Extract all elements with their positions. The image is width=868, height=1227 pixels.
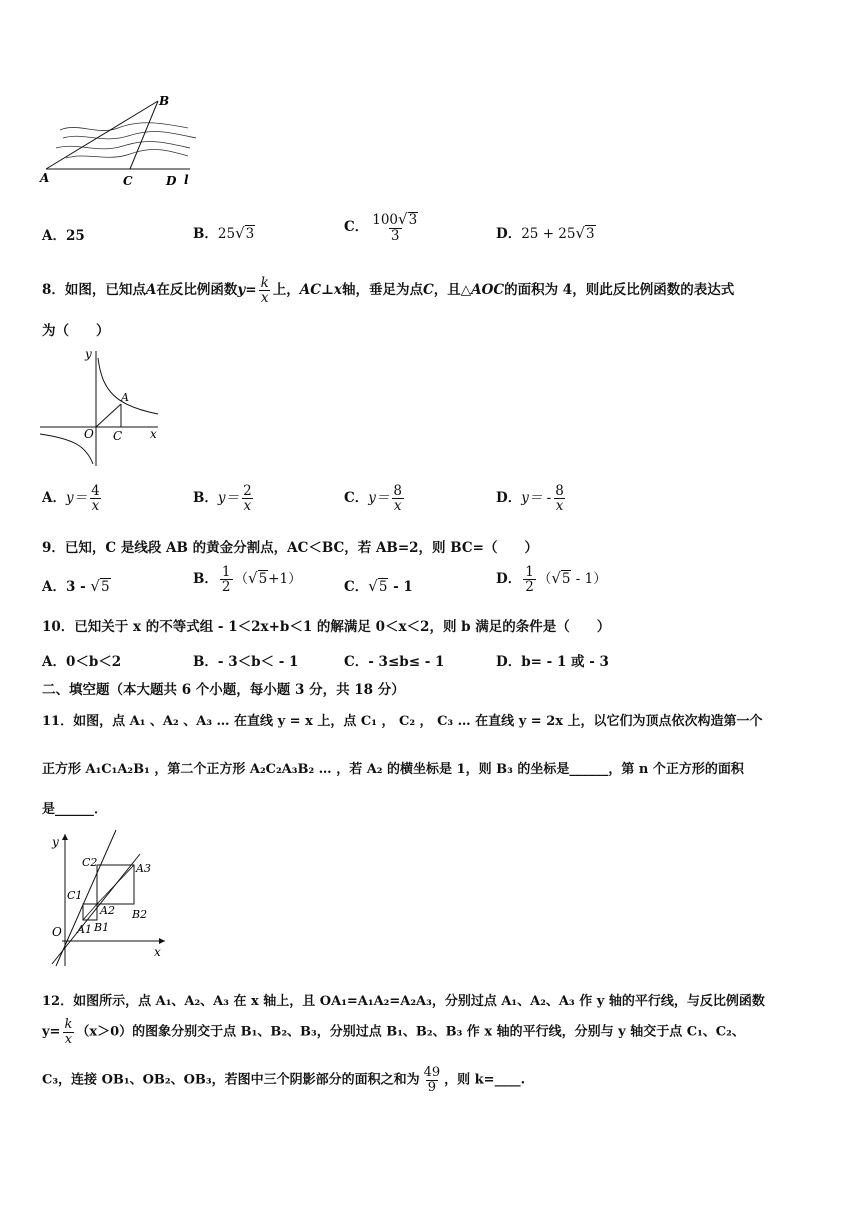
label-O: O	[52, 925, 62, 939]
q9-option-b: B． $\frac{1}{2}$ （√5+1）	[193, 564, 302, 596]
label-C1: C1	[67, 889, 83, 902]
q10-stem: 10．已知关于 x 的不等式组 - 1＜2x+b＜1 的解满足 0＜x＜2，则 b 满足的条件是（ ）	[42, 619, 611, 635]
label-A2: A2	[100, 904, 115, 917]
q9-option-c: C．√5 - 1	[344, 577, 413, 595]
q9-option-a: A．3 - √5	[42, 577, 110, 595]
label-x: x	[154, 945, 161, 959]
q8-option-d: D．y＝ - $\frac{8}{x}$	[496, 483, 564, 515]
label-O: O	[84, 427, 94, 441]
river-waves	[56, 123, 196, 158]
label-B1: B1	[94, 921, 110, 934]
q8-option-c: C．y＝ $\frac{8}{x}$	[344, 483, 402, 515]
q8-stem-line1: 8．如图，已知点A在反比例函数y= $\frac{k}{x}$ 上，AC⊥x轴，垂足为点C，且△AOC的面积为 4，则此反比例函数的表达式	[42, 275, 735, 307]
q10-option-d: D．b= - 1 或 - 3	[496, 654, 609, 670]
q11-line1: 11．如图，点 A₁ 、A₂ 、A₃ … 在直线 y = x 上，点 C₁ ， C₂ ， C₃ … 在直线 y = 2x 上，以它们为顶点依次构造第一个	[42, 714, 763, 729]
q11-line3: 是______．	[42, 802, 108, 817]
q7-option-a: A．25	[42, 228, 85, 244]
q7-option-d: D．25 + 25√3	[496, 224, 595, 242]
q12-line3: C₃，连接 OB₁、OB₂、OB₃，若图中三个阴影部分的面积之和为 $\frac{49}{9}$ ，则 k=____.	[42, 1065, 526, 1095]
section-heading: 二、填空题（本大题共 6 个小题，每小题 3 分，共 18 分）	[42, 682, 405, 698]
q8-stem-line2: 为（ ）	[42, 323, 110, 339]
q7-option-c: C． $\frac{100√3}{3}$	[344, 210, 418, 244]
label-C2: C2	[82, 856, 98, 869]
q11-line2: 正方形 A₁C₁A₂B₁ ，第二个正方形 A₂C₂A₃B₂ … ，若 A₂ 的横坐标是 1，则 B₃ 的坐标是______，第 n 个正方形的面积	[42, 762, 744, 777]
label-D: D	[166, 174, 177, 188]
label-B2: B2	[132, 908, 148, 921]
q8-figure	[38, 346, 168, 471]
q8-option-b: B．y＝ $\frac{2}{x}$	[193, 483, 252, 515]
q9-stem: 9．已知，C 是线段 AB 的黄金分割点，AC＜BC，若 AB=2，则 BC=（ ）	[42, 540, 538, 556]
label-x: x	[150, 427, 157, 441]
q11-figure	[40, 826, 170, 971]
q10-option-a: A．0＜b＜2	[42, 654, 122, 670]
label-A1: A1	[77, 923, 92, 936]
q10-option-c: C．- 3≤b≤ - 1	[344, 654, 445, 670]
q10-option-b: B．- 3＜b＜ - 1	[193, 654, 299, 670]
q7-figure	[38, 92, 208, 192]
label-C: C	[113, 429, 123, 443]
label-y: y	[85, 347, 92, 361]
q9-option-d: D． $\frac{1}{2}$ （√5 - 1）	[496, 564, 607, 596]
label-l: l	[184, 173, 189, 187]
q7-option-b: B．25√3	[193, 224, 255, 242]
label-A3: A3	[136, 862, 151, 875]
label-A: A	[40, 171, 50, 185]
q8-option-a: A．y＝ $\frac{4}{x}$	[42, 483, 100, 515]
label-B: B	[159, 94, 170, 108]
label-y: y	[52, 835, 59, 849]
q12-line1: 12．如图所示，点 A₁、A₂、A₃ 在 x 轴上，且 OA₁=A₁A₂=A₂A₃，分别过点 A₁、A₂、A₃ 作 y 轴的平行线，与反比例函数	[42, 994, 765, 1009]
segment-OA	[96, 404, 121, 427]
segment-AB	[46, 101, 158, 169]
hyperbola-q1	[98, 358, 158, 414]
label-A: A	[121, 391, 129, 404]
label-C: C	[123, 174, 133, 188]
segment-CB	[130, 101, 158, 169]
q12-line2: y= $\frac{k}{x}$ （x＞0）的图象分别交于点 B₁、B₂、B₃，分别过点 B₁、B₂、B₃ 作 x 轴的平行线，分别与 y 轴交于点 C₁、C₂、	[42, 1017, 745, 1047]
